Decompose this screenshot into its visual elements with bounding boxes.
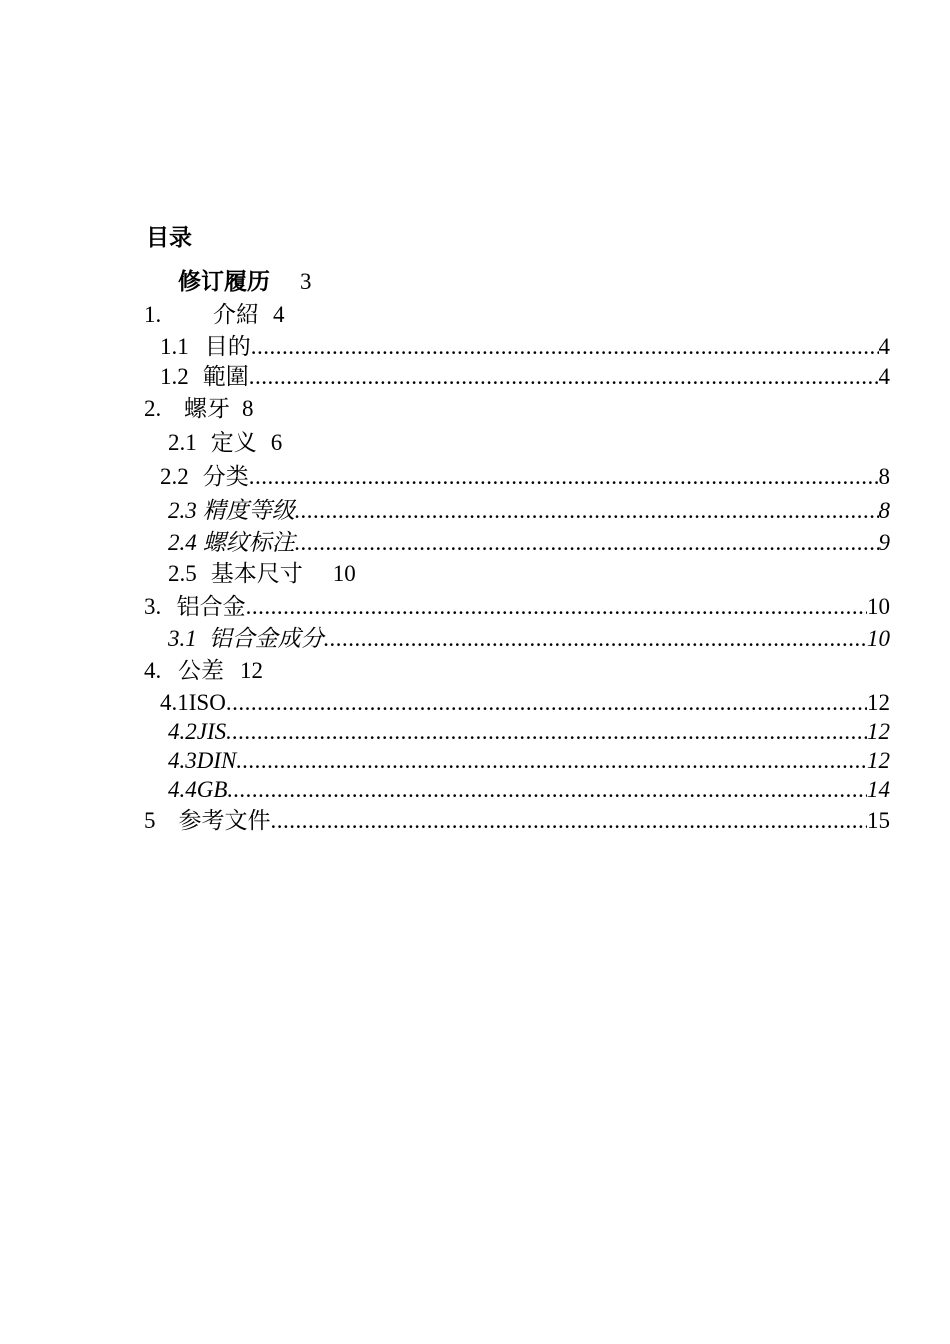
toc-leader-dots [236,746,867,776]
toc-entry-number: 4.2 [168,719,197,744]
toc-entry-text: 铝合金成分 [208,626,324,652]
toc-entry-basic-dimensions[interactable] [168,559,356,589]
toc-entry-page: 8 [242,396,254,421]
toc-entry-page: 15 [867,808,890,833]
toc-leader-dots [295,528,879,558]
toc-leader-dots [249,362,879,392]
toc-entry-number: 2.3 [168,498,197,523]
toc-entry-text: JIS [196,719,227,744]
toc-entry-references[interactable] [144,806,890,836]
toc-entry-page: 12 [867,748,890,773]
toc-entry-text: DIN [196,748,237,773]
toc-leader-dots [271,806,867,836]
toc-leader-dots [295,496,879,526]
toc-entry-number: 2.4 [168,530,197,555]
toc-entry-aluminum-alloy[interactable] [144,592,890,622]
toc-entry-text: 修订履历 [178,269,270,295]
toc-entry-page: 10 [332,561,356,586]
toc-entry-number: 5 [144,808,156,833]
toc-entry-page: 14 [867,777,890,802]
toc-entry-text: 铝合金 [176,594,246,620]
toc-entry-page: 10 [867,626,890,651]
toc-entry-number: 3. [144,594,162,619]
toc-entry-revision-history[interactable] [178,267,312,297]
toc-entry-number: 3.1 [168,626,197,651]
toc-entry-page: 4 [878,334,890,359]
toc-entry-purpose[interactable] [160,332,890,362]
toc-leader-dots [226,717,867,747]
toc-entry-page: 6 [270,430,283,455]
toc-entry-page: 8 [878,498,890,523]
toc-entry-introduction[interactable] [144,300,285,330]
toc-entry-text: ISO [188,690,226,715]
toc-entry-thread[interactable] [144,394,254,424]
toc-entry-gb[interactable] [168,775,890,805]
toc-leader-dots [249,462,879,492]
toc-entry-page: 4 [878,364,890,389]
toc-entry-text: GB [196,777,228,802]
toc-entry-page: 12 [867,719,890,744]
toc-entry-number: 1.1 [160,334,189,359]
toc-entry-number: 2.5 [168,561,197,586]
toc-entry-page: 10 [867,594,890,619]
toc-entry-number: 2.2 [160,464,189,489]
toc-entry-number: 4.3 [168,748,197,773]
toc-entry-text: 精度等级 [202,498,295,524]
toc-entry-page: 9 [878,530,890,555]
toc-entry-iso[interactable] [160,688,890,718]
toc-entry-page: 12 [240,658,263,683]
toc-title: 目录 [146,225,192,251]
toc-entry-number: 2.1 [168,430,197,455]
toc-leader-dots [324,624,867,654]
toc-entry-text: 目的 [204,334,251,360]
toc-entry-tolerance[interactable] [144,656,263,686]
toc-entry-classification[interactable] [160,462,890,492]
toc-leader-dots [251,332,879,362]
toc-entry-number: 2. [144,396,162,421]
toc-leader-dots [227,775,867,805]
toc-entry-definition[interactable] [168,428,282,458]
toc-entry-text: 公差 [178,658,224,684]
toc-entry-text: 螺纹标注 [202,530,295,556]
toc-leader-dots [246,592,867,622]
toc-entry-number: 1.2 [160,364,189,389]
toc-entry-text: 介紹 [213,302,259,328]
toc-entry-page: 12 [867,690,890,715]
toc-entry-page: 8 [878,464,890,489]
toc-entry-number: 4. [144,658,162,683]
toc-entry-number: 4.1 [160,690,189,715]
toc-entry-scope[interactable] [160,362,890,392]
toc-entry-text: 範圍 [202,364,249,390]
toc-entry-thread-marking[interactable] [168,528,890,558]
toc-entry-page: 4 [273,302,285,327]
toc-entry-alloy-composition[interactable] [168,624,890,654]
toc-entry-page: 3 [300,269,312,294]
toc-entry-text: 螺牙 [184,396,230,422]
toc-entry-text: 基本尺寸 [210,561,303,587]
toc-entry-text: 定义 [210,430,257,456]
toc-entry-text: 参考文件 [178,808,271,834]
toc-entry-number: 4.4 [168,777,197,802]
toc-leader-dots [226,688,867,718]
toc-entry-jis[interactable] [168,717,890,747]
toc-entry-din[interactable] [168,746,890,776]
toc-entry-number: 1. [144,302,162,327]
toc-entry-text: 分类 [202,464,249,490]
toc-entry-accuracy-grade[interactable] [168,496,890,526]
